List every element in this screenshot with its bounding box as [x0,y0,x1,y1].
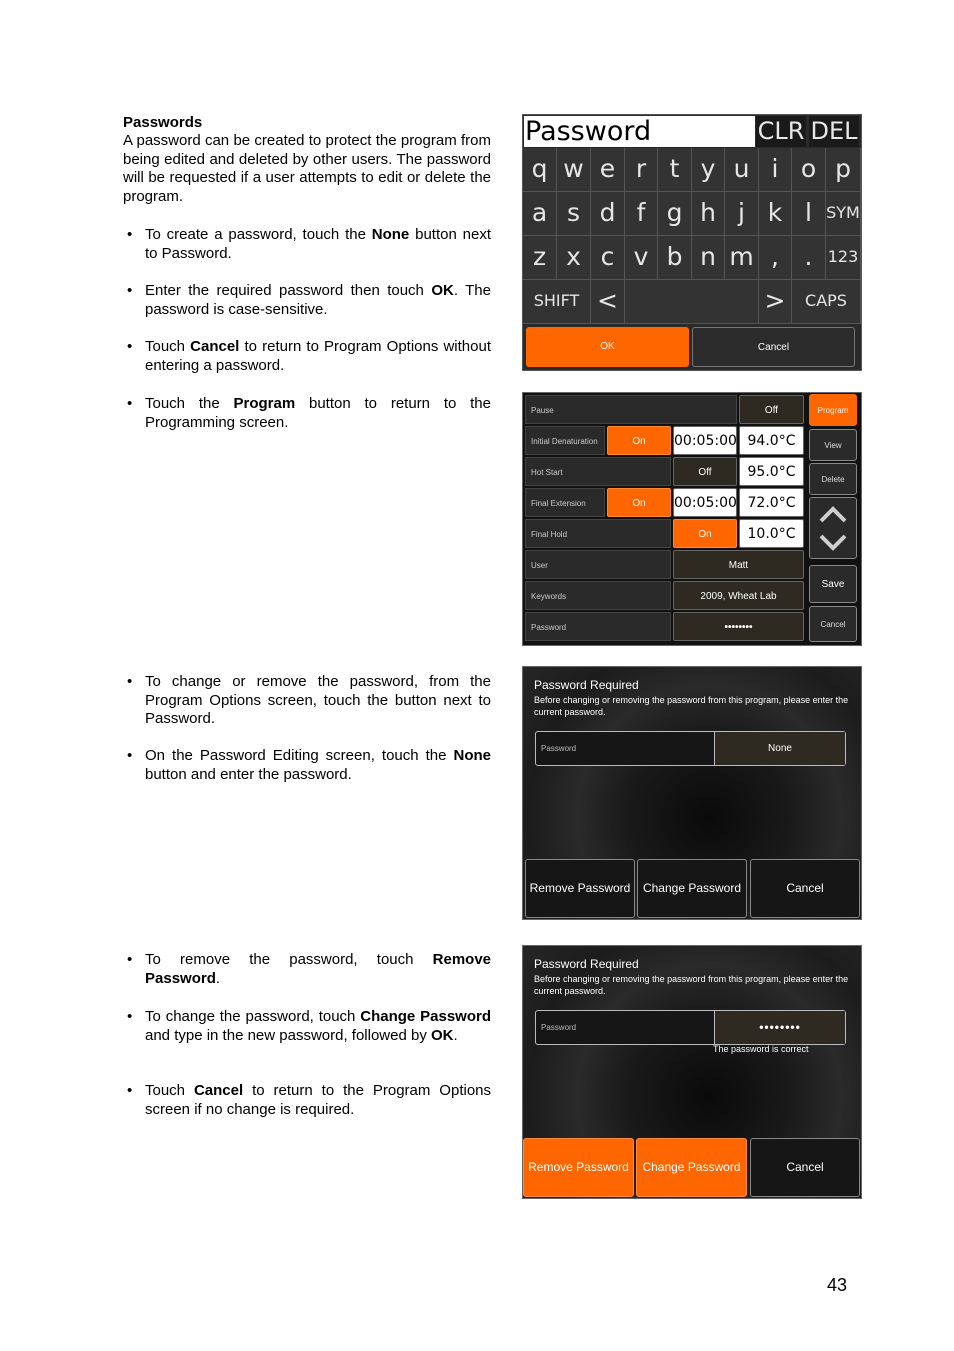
pause-toggle[interactable]: Off [739,395,804,424]
key-comma[interactable]: , [759,236,792,280]
dialog-cancel-button[interactable]: Cancel [750,859,860,918]
key-q[interactable]: q [523,148,557,192]
space-key[interactable] [625,280,759,324]
key-g[interactable]: g [658,192,692,236]
option-row-pause [525,395,805,424]
bullet-create-password: • To create a password, touch the None button next to Password. [127,226,491,262]
hot-start-toggle[interactable]: Off [673,457,737,486]
option-label: Keywords [525,581,671,610]
final-hold-temp[interactable]: 10.0°C [739,519,804,548]
change-password-button[interactable]: Change Password [636,1138,747,1197]
password-required-screenshot-1 [522,666,862,920]
key-l[interactable]: l [792,192,826,236]
key-z[interactable]: z [523,236,557,280]
password-value-button[interactable]: •••••••• [714,1011,845,1044]
final-hold-toggle[interactable]: On [673,519,737,548]
remove-password-button[interactable]: Remove Password [525,859,635,918]
option-row-password [525,612,805,641]
section-intro: A password can be created to protect the program from being edited and deleted by other users. The password will be requested if a user attempts to edit or delete the program. [123,132,491,205]
clr-key[interactable]: CLR [757,117,805,145]
keyboard-row-2 [523,192,861,236]
option-row-keywords [525,581,805,610]
del-key[interactable]: DEL [810,117,858,145]
final-extension-toggle[interactable]: On [607,488,671,517]
option-label: Hot Start [525,457,671,486]
bullet-cancel-return: • Touch Cancel to return to the Program Options screen if no change is required. [127,1082,491,1118]
view-button[interactable]: View [809,429,857,461]
key-r[interactable]: r [625,148,658,192]
initial-denaturation-toggle[interactable]: On [607,426,671,455]
option-label: Pause [525,395,737,424]
side-cancel-button[interactable]: Cancel [809,606,857,642]
shift-key[interactable]: SHIFT [523,280,591,324]
key-o[interactable]: o [792,148,826,192]
delete-button[interactable]: Delete [809,463,857,495]
section-title: Passwords [123,114,203,131]
ok-button[interactable]: OK [526,327,689,367]
option-label: Final Hold [525,519,671,548]
page-number: 43 [827,1275,848,1295]
key-w[interactable]: w [557,148,591,192]
keyboard-row-3 [523,236,861,280]
bullet-change-remove: • To change or remove the password, from the Program Options screen, touch the button next to Password. [127,673,491,727]
cursor-left-key[interactable]: < [591,280,625,324]
bullet-remove-password: • To remove the password, touch Remove Password. [127,951,491,987]
key-123[interactable]: 123 [826,236,861,280]
key-t[interactable]: t [658,148,692,192]
key-p[interactable]: p [826,148,861,192]
dialog-title: Password Required [534,957,639,971]
bullet-program: • Touch the Program button to return to the Programming screen. [127,395,491,431]
key-u[interactable]: u [725,148,759,192]
key-a[interactable]: a [523,192,557,236]
key-x[interactable]: x [557,236,591,280]
key-j[interactable]: j [725,192,759,236]
caps-key[interactable]: CAPS [792,280,861,324]
program-button[interactable]: Program [809,394,857,426]
option-label: User [525,550,671,579]
option-row-final-hold [525,519,805,548]
password-keyboard-screenshot [522,114,862,371]
scroll-up-down-icon [810,498,856,558]
change-password-button[interactable]: Change Password [637,859,747,918]
key-i[interactable]: i [759,148,792,192]
cursor-right-key[interactable]: > [759,280,792,324]
key-h[interactable]: h [692,192,725,236]
key-d[interactable]: d [591,192,625,236]
option-row-user [525,550,805,579]
password-field-label: Password [541,1023,577,1032]
user-button[interactable]: Matt [673,550,804,579]
key-f[interactable]: f [625,192,658,236]
password-field-label: Password [541,744,577,753]
key-k[interactable]: k [759,192,792,236]
option-row-initial-denaturation [525,426,805,455]
initial-denaturation-temp[interactable]: 94.0°C [739,426,804,455]
key-sym[interactable]: SYM [826,192,861,236]
password-button[interactable]: •••••••• [673,612,804,641]
key-c[interactable]: c [591,236,625,280]
bullet-cancel: • Touch Cancel to return to Program Options without entering a password. [127,338,491,374]
hot-start-temp[interactable]: 95.0°C [739,457,804,486]
dialog-description: Before changing or removing the password from this program, please enter the current password. [534,974,849,996]
option-label: Password [525,612,671,641]
password-input[interactable]: Password [524,116,755,147]
dialog-cancel-button[interactable]: Cancel [750,1138,860,1197]
option-label: Initial Denaturation [525,426,605,455]
key-period[interactable]: . [792,236,826,280]
keyboard-row-4 [523,280,861,324]
dialog-title: Password Required [534,678,639,692]
bullet-password-editing: • On the Password Editing screen, touch the None button and enter the password. [127,747,491,783]
dialog-description: Before changing or removing the password from this program, please enter the current password. [534,695,849,717]
option-row-final-extension [525,488,805,517]
password-required-screenshot-2 [522,945,862,1199]
keyboard-row-1 [523,148,861,192]
password-field [535,731,846,766]
final-extension-time[interactable]: 00:05:00 [673,488,737,517]
key-s[interactable]: s [557,192,591,236]
keywords-button[interactable]: 2009, Wheat Lab [673,581,804,610]
initial-denaturation-time[interactable]: 00:05:00 [673,426,737,455]
key-n[interactable]: n [692,236,725,280]
bullet-enter-password: • Enter the required password then touch OK. The password is case-sensitive. [127,282,491,318]
key-v[interactable]: v [625,236,658,280]
save-button[interactable]: Save [809,565,857,603]
none-button[interactable]: None [714,732,845,765]
password-correct-message: The password is correct [713,1044,809,1054]
key-y[interactable]: y [692,148,725,192]
cancel-button[interactable]: Cancel [692,327,855,367]
bullet-change-password: • To change the password, touch Change Password and type in the new password, followed by OK. [127,1008,491,1044]
option-label: Final Extension [525,488,605,517]
final-extension-temp[interactable]: 72.0°C [739,488,804,517]
password-field [535,1010,846,1045]
key-b[interactable]: b [658,236,692,280]
option-row-hot-start [525,457,805,486]
remove-password-button[interactable]: Remove Password [523,1138,634,1197]
scroll-arrows[interactable] [809,497,857,559]
program-options-screenshot [522,392,862,646]
key-m[interactable]: m [725,236,759,280]
key-e[interactable]: e [591,148,625,192]
